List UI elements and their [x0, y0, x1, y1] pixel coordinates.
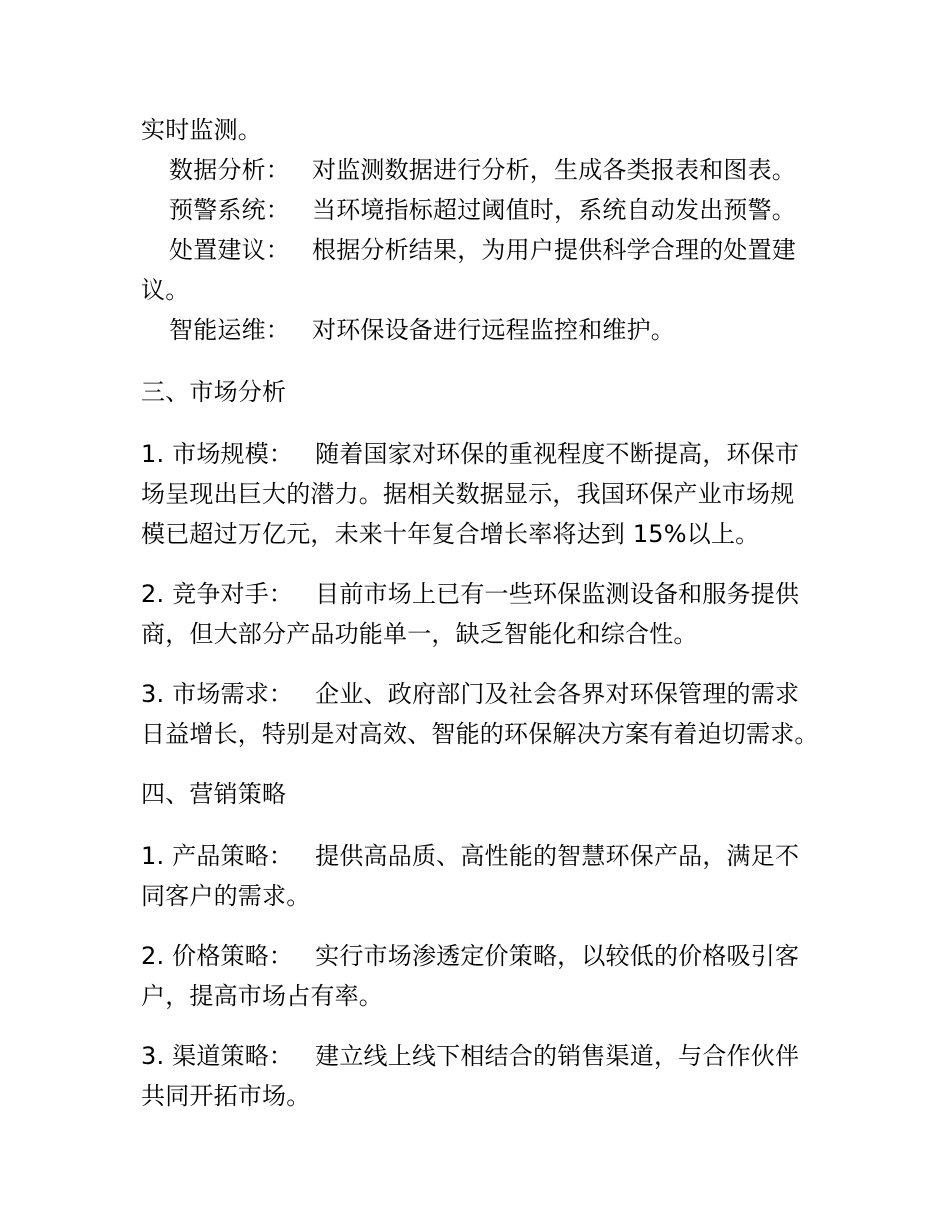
feature-label: 智能运维： [169, 316, 290, 344]
feature-text-continuation: 议。 [141, 276, 190, 304]
paragraph-channel-strategy [141, 1036, 841, 1116]
paragraph-label: 1. 市场规模： [141, 440, 294, 468]
paragraph-line: 实行市场渗透定价策略，以较低的价格吸引客 [315, 942, 800, 970]
feature-text: 对环保设备进行远程监控和维护。 [312, 316, 675, 344]
paragraph-label: 3. 市场需求： [141, 680, 294, 708]
paragraph-label: 2. 价格策略： [141, 942, 294, 970]
feature-label: 预警系统： [169, 196, 290, 224]
section-heading-market-analysis: 三、市场分析 [141, 378, 287, 406]
paragraph-line: 随着国家对环保的重视程度不断提高，环保市 [315, 440, 800, 468]
paragraph-market-demand [141, 674, 841, 754]
intro-continuation: 实时监测。 [141, 116, 262, 144]
document-page [141, 110, 841, 1116]
section-heading-marketing-strategy: 四、营销策略 [141, 780, 287, 808]
paragraph-market-size [141, 434, 841, 554]
paragraph-competitors [141, 574, 841, 654]
feature-label: 数据分析： [169, 156, 290, 184]
paragraph-line: 商，但大部分产品功能单一，缺乏智能化和综合性。 [141, 620, 698, 648]
paragraph-label: 2. 竞争对手： [141, 580, 294, 608]
paragraph-label: 1. 产品策略： [141, 842, 294, 870]
feature-label: 处置建议： [169, 236, 290, 264]
paragraph-label: 3. 渠道策略： [141, 1042, 294, 1070]
feature-item-warning-system [141, 190, 841, 230]
paragraph-product-strategy [141, 836, 841, 916]
paragraph-line: 目前市场上已有一些环保监测设备和服务提供 [315, 580, 800, 608]
feature-text: 根据分析结果，为用户提供科学合理的处置建 [312, 236, 796, 264]
paragraph-line: 日益增长，特别是对高效、智能的环保解决方案有着迫切需求。 [141, 720, 819, 748]
paragraph-price-strategy [141, 936, 841, 1016]
paragraph-line: 模已超过万亿元，未来十年复合增长率将达到 15%以上。 [141, 520, 760, 548]
feature-item-smart-maintenance [141, 310, 841, 350]
paragraph-line: 企业、政府部门及社会各界对环保管理的需求 [315, 680, 800, 708]
paragraph-line: 建立线上线下相结合的销售渠道，与合作伙伴 [315, 1042, 800, 1070]
paragraph-line: 提供高品质、高性能的智慧环保产品，满足不 [315, 842, 800, 870]
paragraph-line: 同客户的需求。 [141, 882, 311, 910]
feature-item-disposal-advice [141, 230, 841, 270]
feature-text: 对监测数据进行分析，生成各类报表和图表。 [312, 156, 796, 184]
feature-text: 当环境指标超过阈值时，系统自动发出预警。 [312, 196, 796, 224]
paragraph-line: 场呈现出巨大的潜力。据相关数据显示，我国环保产业市场规 [141, 480, 795, 508]
paragraph-line: 共同开拓市场。 [141, 1082, 311, 1110]
paragraph-line: 户，提高市场占有率。 [141, 982, 383, 1010]
feature-item-data-analysis [141, 150, 841, 190]
